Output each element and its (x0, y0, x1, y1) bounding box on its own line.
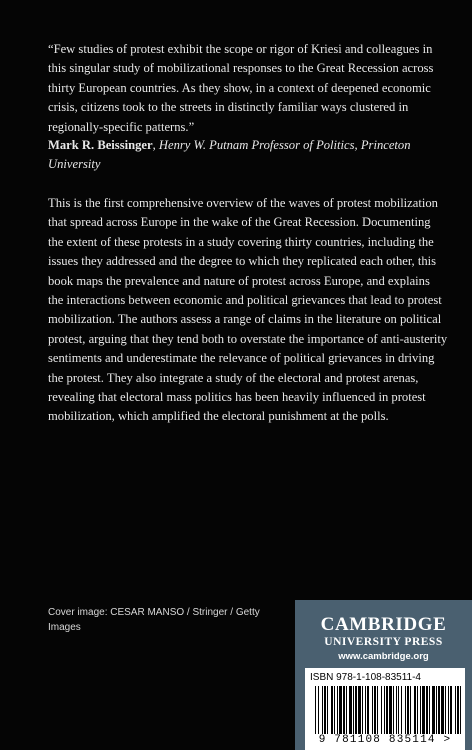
endorser-title: Henry W. Putnam Professor of Politics, Princeton University (48, 138, 411, 172)
attribution-separator: , (152, 138, 159, 152)
publisher-name: CAMBRIDGE (320, 614, 447, 635)
book-blurb: This is the first comprehensive overview of the waves of protest mobilization that spread across Europe in the wake of the Great Recession. Documenting the extent of these protests in a study covering thirty countries, including the issues they addressed and the degree to which they replicated each other, this book maps the prevalence and nature of protest across Europe, and explains the interactions between economic and political grievances that lead to protest mobilization. The authors assess a range of claims in the literature on political protest, arguing that they tend both to overstate the importance of anti-austerity sentiments and underestimate the relevance of political grievances in driving the protest. They also integrate a study of the electoral and protest arenas, revealing that electoral mass politics has been heavily influenced in protest mobilization, which amplified the electoral punishment at the polls. (48, 196, 448, 424)
endorsement-attribution (48, 136, 443, 175)
barcode-box (305, 668, 465, 750)
cover-image-credit: Cover image: CESAR MANSO / Stringer / Getty Images (48, 607, 260, 633)
publisher-press: UNIVERSITY PRESS (324, 636, 443, 648)
barcode-icon (315, 686, 463, 734)
barcode-digits: 9 781108 835114 > (318, 734, 452, 746)
isbn-label: ISBN 978-1-108-83511-4 (310, 672, 421, 683)
publisher-url: www.cambridge.org (338, 651, 429, 662)
endorser-name: Mark R. Beissinger (48, 138, 153, 152)
endorsement-quote: “Few studies of protest exhibit the scope or rigor of Kriesi and colleagues in this singular study of mobilizational responses to the Great Recession across thirty European countries. As they show, in a context of deepened economic crisis, citizens took to the streets in distinctly familiar ways clustered in regionally-specific patterns.” (48, 42, 434, 134)
